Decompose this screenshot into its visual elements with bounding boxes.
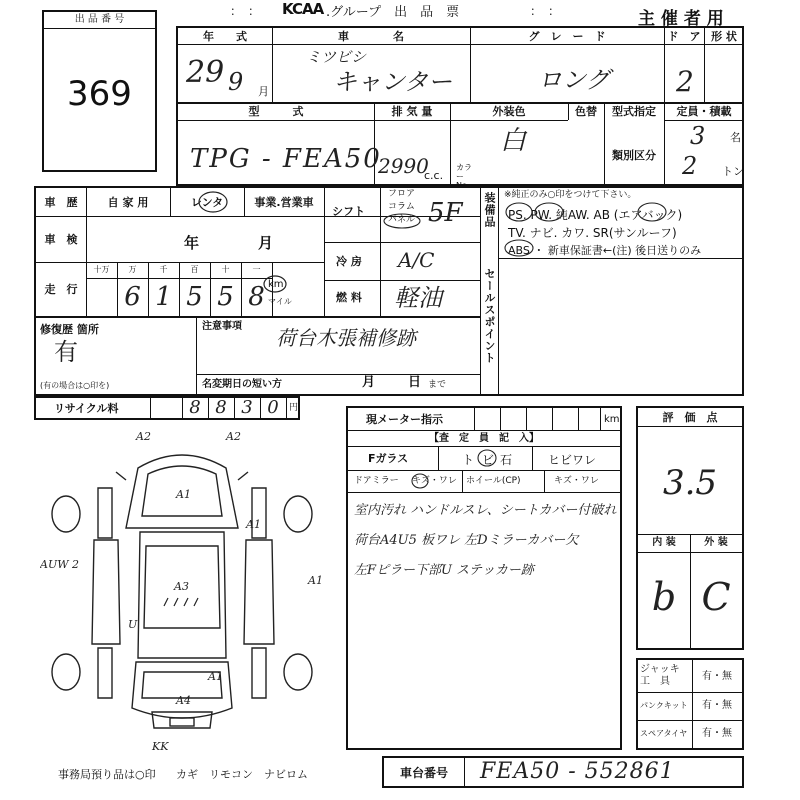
- caution-label: 注意事項: [202, 321, 242, 332]
- shift-label: シフト: [332, 205, 365, 218]
- rental-circle-mark: [196, 190, 230, 214]
- doors-value: 2: [676, 65, 694, 98]
- expiry-month-unit: 月: [362, 375, 376, 390]
- chassis-number-box: [382, 756, 744, 788]
- grade-value: ロング: [538, 66, 610, 94]
- jack-tools-label: ジャッキ 工 具: [640, 664, 680, 687]
- mileage-digit-10k: 6: [124, 282, 141, 312]
- repair-history-label: 修復歴 箇所: [40, 323, 99, 336]
- meter-label: 現メーター指示: [366, 413, 443, 426]
- displacement-value: 2990: [378, 154, 429, 178]
- inspector-box: [346, 406, 622, 750]
- brand-logo: KCAA: [282, 0, 324, 18]
- rating-label: 評 価 点: [662, 411, 718, 424]
- business-use-option: 事業.営業車: [254, 196, 314, 209]
- mirror-label: ドアミラー: [354, 476, 399, 486]
- mirror-circle-mark: [410, 472, 430, 490]
- exterior-grade: C: [701, 575, 731, 619]
- equipment-line-2: TV. ナビ. カワ. SR(サンルーフ): [508, 226, 677, 240]
- fuel-label: 燃 料: [336, 291, 362, 304]
- sales-point-label: セールスポイント: [483, 268, 496, 364]
- recycle-digit-2: 8: [189, 397, 201, 418]
- shift-option-floor: フロア: [388, 189, 416, 199]
- rating-score: 3.5: [662, 463, 718, 503]
- mileage-digit-100: 5: [186, 282, 203, 312]
- digit-unit-10k: 万: [128, 265, 137, 274]
- puncture-kit-value: 有・無: [702, 700, 732, 711]
- damage-mark-u: U: [128, 618, 138, 631]
- shift-value: 5F: [428, 198, 463, 228]
- load-value: 2: [682, 152, 698, 180]
- mile-unit: マイル: [268, 297, 292, 306]
- km-circle-mark: [262, 274, 288, 294]
- load-unit: トン: [722, 165, 744, 178]
- damage-mark-kk: KK: [152, 740, 169, 753]
- vehicle-block: [176, 26, 744, 190]
- equipment-line-3: ABS ・ 新車保証書←(注) 後日送りのみ: [508, 244, 702, 257]
- private-use-option: 自 家 用: [107, 196, 149, 209]
- mileage-digit-1k: 1: [155, 282, 172, 312]
- shape-label: 形 状: [711, 30, 737, 43]
- tools-box: [636, 658, 744, 750]
- mirror-option: キズ・ワレ: [412, 476, 457, 486]
- glass-option-bi: ビ: [482, 453, 495, 467]
- mileage-digit-10: 5: [217, 282, 234, 312]
- damage-mark-auw2: AUW 2: [40, 558, 80, 571]
- doors-label: ド ア: [667, 30, 701, 43]
- glass-circle-mark: [476, 448, 498, 468]
- ac-label: 冷 房: [336, 255, 362, 268]
- shift-option-panel: パネル: [388, 215, 416, 225]
- inspection-month-unit: 月: [258, 234, 274, 252]
- puncture-kit-label: パンクキット: [640, 701, 688, 710]
- inspector-title: 【査 定 員 記 入】: [429, 433, 539, 444]
- panel-circle-mark: [382, 212, 422, 230]
- office-note: 事務局預り品は○印: [58, 768, 156, 781]
- digit-unit-10: 十: [221, 265, 230, 274]
- color-value: 白: [500, 126, 527, 156]
- abs-circle-mark: [502, 238, 538, 258]
- jack-tools-value: 有・無: [702, 671, 732, 682]
- spare-tire-value: 有・無: [702, 728, 732, 739]
- chassis-label: 車台番号: [399, 766, 448, 780]
- recycle-digit-5: 0: [267, 397, 279, 418]
- header-left-marks: ： ：: [230, 4, 261, 18]
- damage-mark-a1-right-side: A1: [308, 574, 323, 587]
- lot-number: 369: [67, 74, 132, 114]
- displacement-unit: c.c.: [424, 169, 444, 182]
- equipment-note: ※純正のみ○印をつけて下さい。: [504, 190, 637, 200]
- history-block: [34, 186, 744, 396]
- interior-label: 内 装: [652, 537, 676, 548]
- expiry-label: 名変期日の短い方: [202, 379, 282, 390]
- glass-label: Fガラス: [368, 452, 409, 465]
- type-label: 型 式: [248, 105, 304, 118]
- office-items: カギ リモコン ナビロム: [176, 768, 308, 781]
- rental-option: レンタ: [190, 196, 224, 209]
- repair-history-note: (有の場合は○印を): [40, 381, 110, 390]
- equipment-line-1: PS. PW. 純AW. AB (エアバック): [508, 208, 683, 222]
- name-label: 車 名: [338, 30, 404, 43]
- maker-value: ミツビシ: [306, 48, 367, 66]
- sponsor-label: 主 催 者 用: [638, 9, 724, 29]
- expiry-day-unit: 日: [408, 375, 422, 390]
- km-unit: km: [268, 279, 284, 290]
- capacity-label: 定員・積載: [676, 105, 732, 118]
- shift-option-column: コラム: [388, 202, 415, 212]
- damage-mark-a3-bed: A3: [174, 580, 189, 593]
- lot-number-label: 出 品 番 号: [74, 14, 125, 25]
- glass-option-to: ト: [462, 453, 475, 467]
- exterior-label: 外 装: [704, 537, 728, 548]
- ac-value: A/C: [398, 248, 435, 272]
- recycle-digit-4: 3: [241, 397, 253, 418]
- rating-box: [636, 406, 744, 650]
- model-value: キャンター: [333, 68, 453, 96]
- chassis-number: FEA50 - 552861: [480, 759, 675, 784]
- header-right-marks: ： ：: [530, 4, 561, 18]
- mileage-digit-1: 8: [248, 282, 265, 312]
- damage-mark-a2-right: A2: [226, 430, 241, 443]
- grade-label: グ レ ー ド: [528, 30, 606, 43]
- year-label: 年 式: [203, 30, 247, 43]
- damage-mark-a1-front: A1: [176, 488, 191, 501]
- digit-unit-100k: 十万: [93, 265, 110, 274]
- equipment-circle-marks: [502, 202, 742, 224]
- month-unit: 月: [258, 85, 269, 98]
- inspector-note-3: 左Fピラー下部U ステッカー跡: [354, 563, 534, 578]
- bed-scratch-marks: [164, 598, 198, 606]
- type-designation-label: 型式指定: [612, 105, 656, 118]
- history-label: 車 歴: [44, 196, 78, 209]
- form-title: .グループ 出 品 票: [326, 5, 460, 20]
- digit-unit-100: 百: [190, 265, 199, 274]
- recycle-fee-box: [34, 396, 300, 420]
- color-no-label: カラー No.: [456, 163, 472, 190]
- interior-grade: b: [651, 575, 677, 619]
- fuel-value: 軽油: [394, 284, 442, 312]
- seats-value: 3: [690, 122, 706, 150]
- digit-unit-1: 一: [252, 265, 261, 274]
- type-value: TPG - FEA50: [190, 144, 382, 174]
- glass-option-crack: ヒビワレ: [548, 453, 597, 467]
- year-value: 29: [186, 55, 225, 90]
- damage-mark-a1-rear: A1: [208, 670, 223, 683]
- glass-option-stone: 石: [500, 453, 513, 467]
- displacement-label: 排 気 量: [391, 105, 433, 118]
- caution-value: 荷台木張補修跡: [276, 326, 416, 350]
- color-label: 外装色: [492, 105, 526, 118]
- mileage-label: 走 行: [44, 283, 78, 296]
- class-label: 類別区分: [612, 149, 656, 162]
- wheel-option: キズ・ワレ: [554, 476, 599, 486]
- inspector-note-1: 室内汚れ ハンドルスレ、シートカバー付破れ: [354, 503, 617, 518]
- lot-number-box: [42, 10, 157, 172]
- equipment-side-label: 装備品: [483, 192, 496, 228]
- expiry-suffix: まで: [428, 380, 447, 390]
- inspection-label: 車 検: [44, 233, 78, 246]
- damage-mark-a4: A4: [176, 694, 191, 707]
- digit-unit-1k: 千: [159, 265, 168, 274]
- spare-tire-label: スペアタイヤ: [640, 729, 688, 738]
- recycle-digit-3: 8: [215, 397, 227, 418]
- damage-mark-a1-side: A1: [246, 518, 261, 531]
- recycle-fee-label: リサイクル料: [54, 402, 119, 415]
- month-value: 9: [228, 68, 244, 96]
- meter-unit: km: [604, 414, 620, 425]
- color-change-label: 色替: [575, 105, 597, 118]
- seats-unit: 名: [730, 131, 741, 144]
- wheel-label: ホイール(CP): [466, 476, 521, 486]
- repair-history-value: 有: [54, 338, 78, 366]
- inspection-year-unit: 年: [184, 234, 200, 252]
- damage-mark-a2-left: A2: [136, 430, 151, 443]
- recycle-unit: 円: [289, 403, 299, 413]
- inspector-note-2: 荷台A4U5 板ワレ 左Dミラーカバー欠: [354, 533, 579, 548]
- vehicle-damage-diagram: [40, 428, 360, 758]
